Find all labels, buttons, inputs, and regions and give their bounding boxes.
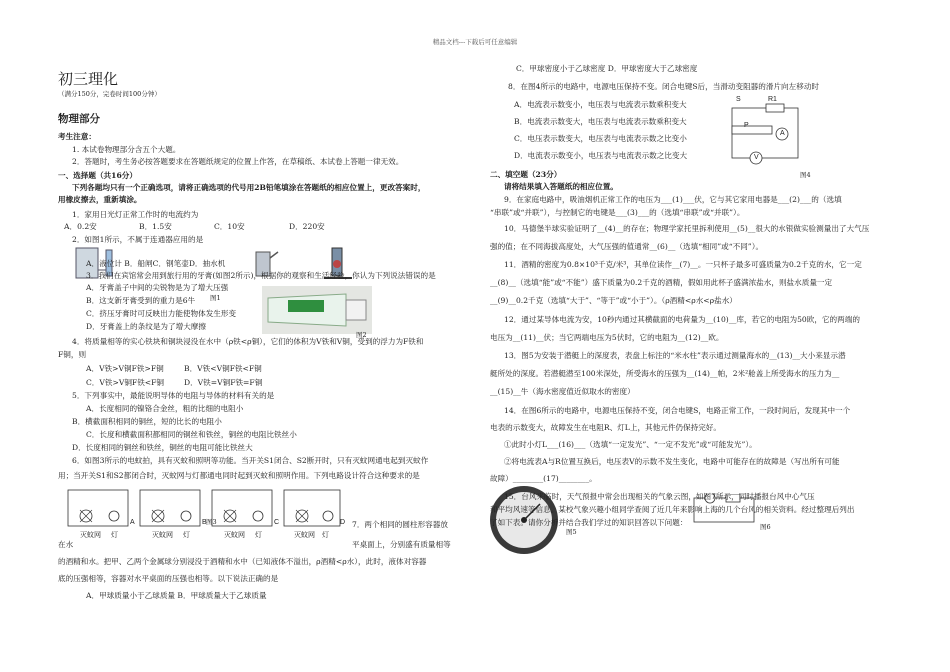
figure-5-caption: 图5 xyxy=(566,528,577,536)
figure-4-circuit xyxy=(726,96,806,166)
q15-line-3: 了如下表。请你分析并结合我们学过的知识回答以下问题： xyxy=(490,518,688,527)
q3-option-a: A．牙膏盖子中间的尖锐物是为了增大压强 xyxy=(86,283,229,292)
q1-option-b: B．1.5安 xyxy=(139,222,172,231)
q3-option-b: B．这支新牙膏受到的重力是6牛 xyxy=(86,296,196,305)
section-title: 物理部分 xyxy=(58,113,100,125)
note-1: 1. 本试卷物理部分含五个大题。 xyxy=(72,145,181,154)
q7-options-ab: A．甲球质量小于乙球质量 B．甲球质量大于乙球质量 xyxy=(86,591,267,600)
part1-desc-2: 用橡皮擦去，重新填涂。 xyxy=(58,195,142,204)
note-2: 2．答题时，考生务必按答题要求在答题纸规定的位置上作答，在草稿纸、本试卷上答题一律无效。 xyxy=(72,157,404,166)
q6-label-net-d: 灭蚊网 xyxy=(294,532,315,539)
q10-line-2: 强的值；在不同海拔高度处，大气压强的值通常__(6)__（选填“相同”或“不同”）。 xyxy=(490,242,764,251)
q4-option-a: A．V铁>V铜F铁>F铜 xyxy=(86,364,164,373)
q8-option-a: A．电流表示数变小，电压表与电流表示数乘积变大 xyxy=(514,100,687,109)
page-title: 初三理化 xyxy=(58,70,119,88)
part1-heading: 一、选择题（共16分） xyxy=(58,171,137,180)
q15-line-2: 和平均风速等信息。某校气象兴趣小组同学查阅了近几年来影响上海的几个台风的相关资料。经过整理后列出 xyxy=(490,505,855,514)
q3-option-c: C．挤压牙膏时可反映出力能使物体发生形变 xyxy=(86,309,237,318)
q13-line-2: 艇所处的深度。若潜艇潜至100米深处，所受海水的压强为__(14)__帕，2米²舱盖上所受海水的压力为__ xyxy=(490,369,840,378)
q6-label-lamp-a: 灯 xyxy=(111,532,118,539)
q6-option-b: B xyxy=(202,519,207,526)
q6-label-net-a: 灭蚊网 xyxy=(80,532,101,539)
figure-2-toothpaste xyxy=(262,286,372,334)
q9-line-2: “串联”或“并联”），与控制它的电键是___(3)___的（选填“串联”或“并联”）。 xyxy=(490,208,745,217)
q5-option-a: A．长度相同的镍铬合金丝，粗的比细的电阻小 xyxy=(86,404,244,413)
q7-line-1: 7．两个相同的圆柱形容器放 xyxy=(352,520,448,529)
q14-line-2: 电表的示数变大，故障发生在电阻R、灯L上，其他元件仍保持完好。 xyxy=(490,423,721,432)
q13-line-3: __(15)__牛（海水密度值近似取水的密度） xyxy=(490,387,635,396)
q14-line-5: 故障）________(17)________。 xyxy=(490,474,597,483)
q11-line-3: __(9)__0.2千克（选填“大于”、“等于”或“小于”）。（ρ酒精<ρ水<ρ盐水） xyxy=(490,296,737,305)
q8-text: 8．在图4所示的电路中，电源电压保持不变。闭合电键S后，当滑动变阻器的滑片向左移动时 xyxy=(508,82,820,91)
q12-line-2: 电压为__(11)__伏；当它两端电压为5伏时，它的电阻为__(12)__欧。 xyxy=(490,333,724,342)
q9-line-1: 9．在家庭电路中，吸油烟机正常工作的电压为___(1)___伏，它与其它家用电器是___(2)___的（选填 xyxy=(504,195,842,204)
fig4-label-p: P xyxy=(744,122,749,129)
q7-line-3: 的酒精和水。把甲、乙两个金属球分别浸没于酒精和水中（已知液体不溢出，ρ酒精<ρ水），此时，液体对容器 xyxy=(58,557,427,566)
q6-label-lamp-d: 灯 xyxy=(322,532,329,539)
q1-text: 1．家用日光灯正常工作时的电流约为 xyxy=(72,210,199,219)
q7-line-2a: 在水 xyxy=(58,540,74,549)
part2-heading: 二、填空题（23分） xyxy=(490,170,562,179)
q6-option-a: A xyxy=(130,519,135,526)
q14-line-4: ②将电流表A与R位置互换后，电压表V的示数不发生变化，电路中可能存在的故障是（写出所有可能 xyxy=(504,457,840,466)
figure-6-caption: 图6 xyxy=(760,523,771,531)
q4-line-2: F铜，则 xyxy=(58,350,87,359)
q1-option-d: D．220安 xyxy=(289,222,325,231)
q5-text: 5．下列事实中，最能说明导体的电阻与导体的材料有关的是 xyxy=(72,391,275,400)
q14-line-1: 14．在图6所示的电路中，电源电压保持不变，闭合电键S，电路正常工作，一段时间后，发现其中一个 xyxy=(504,406,851,415)
q13-line-1: 13．图5为安装于潜艇上的深度表，表盘上标注的“米水柱”表示通过测量海水的__(13)__大小来显示潜 xyxy=(504,351,846,360)
figure-4-caption: 图4 xyxy=(800,171,811,179)
q4-option-c: C．V铁>V铜F铁<F铜 xyxy=(86,378,165,387)
q6-option-c: C xyxy=(274,519,280,526)
notes-title: 考生注意： xyxy=(58,132,96,141)
q15-line-1: 15．台风来临时，天气预报中常会出现相关的气象云图，如图7所示，同时播报台风中心气压 xyxy=(504,492,815,501)
q3-text: 3．我们在宾馆常会用到旅行用的牙膏(如图2所示)，根据你的观察和生活经验，你认为下列说法错误的是 xyxy=(86,271,436,280)
q11-line-1: 11．酒精的密度为0.8×10³千克/米³，其单位读作__(7)__。一只杯子最多可盛质量为0.2千克的水，它一定 xyxy=(504,260,862,269)
q5-option-b: B．横截面积相同的铜丝，短的比长的电阻小 xyxy=(72,417,222,426)
q6-line-1: 6．如图3所示的电蚊拍，具有灭蚊和照明等功能。当开关S1闭合、S2断开时，只有灭蚊网通电起到灭蚊作 xyxy=(72,456,429,465)
q7-line-4: 底的压强相等，容器对水平桌面的压强也相等。以下说法正确的是 xyxy=(58,574,279,583)
fig4-label-v: V xyxy=(754,154,759,161)
fig4-label-r1: R1 xyxy=(768,96,777,103)
exam-subtitle: （满分150分，完卷时间100分钟） xyxy=(58,90,161,98)
q10-line-1: 10．马德堡半球实验证明了__(4)__的存在；物理学家托里拆利使用__(5)__很大的水银做实验测量出了大气压 xyxy=(504,224,870,233)
q7-options-cd: C．甲球密度小于乙球密度 D．甲球密度大于乙球密度 xyxy=(516,64,698,73)
page-header: 精品文档---下载后可任意编辑 xyxy=(432,38,518,46)
part2-desc: 请将结果填入答题纸的相应位置。 xyxy=(504,182,618,191)
q8-option-d: D．电流表示数变小，电压表与电流表示数之比变大 xyxy=(514,151,688,160)
q7-line-2b: 平桌面上，分别盛有质量相等 xyxy=(352,540,451,549)
q11-line-2: __(8)__（选填“能”或“不能”）盛下质量为0.2千克的酒精，假如用此杯子盛满浓盐水，则盐水质量一定 xyxy=(490,278,833,287)
q6-line-2: 用；当开关S1和S2都闭合时，灭蚊网与灯都通电同时起到灭蚊和照明作用。下列电路设计符合这种要求的是 xyxy=(58,471,420,480)
figure-2-caption: 图2 xyxy=(356,331,367,339)
figure-1-caption: 图1 xyxy=(210,294,221,302)
q2-options: A．液位计 B．船闸C．钢笔壶D．抽水机 xyxy=(86,259,226,268)
q6-option-d: D xyxy=(340,519,346,526)
q4-line-1: 4．将质量相等的实心铁块和铜块浸没在水中（ρ铁<ρ铜），它们的体积为V铁和V铜，受到的浮力为F铁和 xyxy=(72,337,424,346)
q5-option-c: C．长度和横截面积都相同的铜丝和铁丝，铜丝的电阻比铁丝小 xyxy=(86,430,297,439)
q2-text: 2．如图1所示，不属于连通器应用的是 xyxy=(72,235,204,244)
part1-desc-1: 下列各题均只有一个正确选项，请将正确选项的代号用2B铅笔填涂在答题纸的相应位置上，更改答案时， xyxy=(72,183,426,192)
q6-label-net-b: 灭蚊网 xyxy=(152,532,173,539)
q8-option-c: C．电压表示数变大，电压表与电流表示数之比变小 xyxy=(514,134,687,143)
q3-option-d: D．牙膏盖上的条纹是为了增大摩擦 xyxy=(86,322,206,331)
q12-line-1: 12．通过某导体电流为安，10秒内通过其横截面的电荷量为__(10)__库，若它的电阻为50欧，它的两端的 xyxy=(504,315,860,324)
figure-3-caption: 图3 xyxy=(206,518,217,526)
q1-option-a: A．0.2安 xyxy=(64,222,97,231)
q4-option-d: D．V铁=V铜F铁=F铜 xyxy=(184,378,263,387)
q6-label-net-c: 灭蚊网 xyxy=(224,532,245,539)
q6-label-lamp-c: 灯 xyxy=(255,532,262,539)
fig4-label-switch: S xyxy=(736,96,741,103)
fig4-label-a: A xyxy=(780,130,785,137)
q4-option-b: B．V铁<V铜F铁<F铜 xyxy=(184,364,262,373)
q5-option-d: D．长度相同的铜丝和铁丝，铜丝的电阻可能比铁丝大 xyxy=(72,443,253,452)
q6-circuit-diagrams xyxy=(64,486,344,536)
q6-label-lamp-b: 灯 xyxy=(183,532,190,539)
q1-option-c: C．10安 xyxy=(214,222,245,231)
q14-line-3: ①此时小灯L___(16)___（选填“一定发光”、“一定不发光”或“可能发光”）。 xyxy=(504,440,757,449)
q8-option-b: B．电流表示数变大，电压表与电流表示数乘积变大 xyxy=(514,117,687,126)
